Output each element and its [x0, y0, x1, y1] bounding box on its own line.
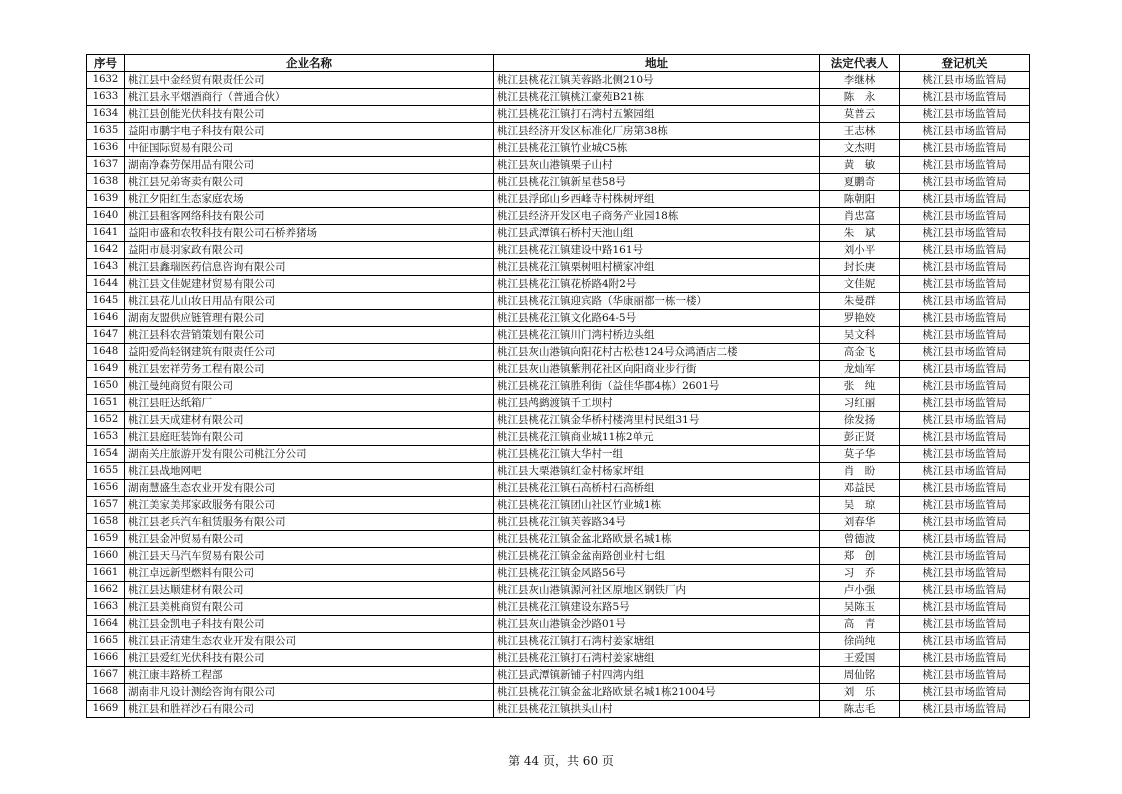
- cell-address: 桃江县桃花江镇金风路56号: [494, 565, 820, 582]
- cell-serial-number: 1640: [87, 208, 125, 225]
- cell-company-name: 桃江县花儿山妆日用品有限公司: [125, 293, 494, 310]
- table-row: [87, 429, 1030, 446]
- cell-address: 桃江县浮邱山乡西峰寺村株树坪组: [494, 191, 820, 208]
- enterprise-table: [86, 54, 1030, 718]
- cell-company-name: 桃江县创能光伏科技有限公司: [125, 106, 494, 123]
- cell-registration-authority: 桃江县市场监管局: [900, 395, 1030, 412]
- cell-registration-authority: 桃江县市场监管局: [900, 327, 1030, 344]
- table-row: [87, 293, 1030, 310]
- cell-address: 桃江县灰山港镇紫荆花社区向阳商业步行街: [494, 361, 820, 378]
- cell-company-name: 益阳市盛和农牧科技有限公司石桥养猪场: [125, 225, 494, 242]
- cell-company-name: 桃江县旺达纸箱厂: [125, 395, 494, 412]
- cell-legal-representative: 肖忠富: [820, 208, 900, 225]
- cell-address: 桃江县大栗港镇红金村杨家坪组: [494, 463, 820, 480]
- cell-company-name: 桃江县中金经贸有限责任公司: [125, 72, 494, 89]
- cell-company-name: 桃江县科农营销策划有限公司: [125, 327, 494, 344]
- cell-registration-authority: 桃江县市场监管局: [900, 157, 1030, 174]
- cell-registration-authority: 桃江县市场监管局: [900, 650, 1030, 667]
- cell-serial-number: 1661: [87, 565, 125, 582]
- cell-company-name: 桃江县金冲贸易有限公司: [125, 531, 494, 548]
- cell-company-name: 湖南关庄旅游开发有限公司桃江分公司: [125, 446, 494, 463]
- table-row: [87, 259, 1030, 276]
- cell-legal-representative: 卢小强: [820, 582, 900, 599]
- cell-legal-representative: 张 纯: [820, 378, 900, 395]
- table-row: [87, 276, 1030, 293]
- cell-serial-number: 1667: [87, 667, 125, 684]
- cell-legal-representative: 李继林: [820, 72, 900, 89]
- cell-registration-authority: 桃江县市场监管局: [900, 378, 1030, 395]
- cell-company-name: 中征国际贸易有限公司: [125, 140, 494, 157]
- cell-address: 桃江县桃花江镇打石湾村姜家塘组: [494, 633, 820, 650]
- cell-serial-number: 1664: [87, 616, 125, 633]
- cell-registration-authority: 桃江县市场监管局: [900, 361, 1030, 378]
- cell-company-name: 桃江曼纯商贸有限公司: [125, 378, 494, 395]
- cell-legal-representative: 习红丽: [820, 395, 900, 412]
- table-row: [87, 225, 1030, 242]
- table-row: [87, 633, 1030, 650]
- cell-legal-representative: 高金飞: [820, 344, 900, 361]
- cell-serial-number: 1657: [87, 497, 125, 514]
- cell-serial-number: 1662: [87, 582, 125, 599]
- cell-address: 桃江县桃花江镇桃江豪苑B21栋: [494, 89, 820, 106]
- cell-address: 桃江县桃花江镇金华桥村楼湾里村民组31号: [494, 412, 820, 429]
- cell-address: 桃江县桃花江镇建设中路161号: [494, 242, 820, 259]
- cell-company-name: 益阳市晨羽家政有限公司: [125, 242, 494, 259]
- table-row: [87, 565, 1030, 582]
- cell-serial-number: 1642: [87, 242, 125, 259]
- cell-serial-number: 1633: [87, 89, 125, 106]
- cell-legal-representative: 郑 创: [820, 548, 900, 565]
- table-row: [87, 582, 1030, 599]
- cell-company-name: 桃江县爱红光伏科技有限公司: [125, 650, 494, 667]
- cell-company-name: 桃江夕阳红生态家庭农场: [125, 191, 494, 208]
- cell-address: 桃江县桃花江镇栗树咀村横家冲组: [494, 259, 820, 276]
- cell-serial-number: 1644: [87, 276, 125, 293]
- cell-company-name: 湖南非凡设计测绘咨询有限公司: [125, 684, 494, 701]
- cell-address: 桃江县桃花江镇打石湾村姜家塘组: [494, 650, 820, 667]
- cell-company-name: 桃江县天马汽车贸易有限公司: [125, 548, 494, 565]
- cell-registration-authority: 桃江县市场监管局: [900, 310, 1030, 327]
- cell-registration-authority: 桃江县市场监管局: [900, 123, 1030, 140]
- cell-registration-authority: 桃江县市场监管局: [900, 276, 1030, 293]
- cell-company-name: 桃江县和胜祥沙石有限公司: [125, 701, 494, 718]
- table-row: [87, 514, 1030, 531]
- cell-address: 桃江县桃花江镇金盆南路创业村七组: [494, 548, 820, 565]
- cell-registration-authority: 桃江县市场监管局: [900, 514, 1030, 531]
- table-row: [87, 140, 1030, 157]
- cell-legal-representative: 徐尚纯: [820, 633, 900, 650]
- cell-registration-authority: 桃江县市场监管局: [900, 633, 1030, 650]
- cell-company-name: 桃江县天成建材有限公司: [125, 412, 494, 429]
- table-body: [87, 72, 1030, 718]
- cell-registration-authority: 桃江县市场监管局: [900, 548, 1030, 565]
- cell-registration-authority: 桃江县市场监管局: [900, 531, 1030, 548]
- cell-legal-representative: 吴文科: [820, 327, 900, 344]
- cell-legal-representative: 封长庚: [820, 259, 900, 276]
- cell-address: 桃江县经济开发区标准化厂房第38栋: [494, 123, 820, 140]
- cell-legal-representative: 夏鹏奇: [820, 174, 900, 191]
- cell-serial-number: 1632: [87, 72, 125, 89]
- cell-serial-number: 1663: [87, 599, 125, 616]
- cell-registration-authority: 桃江县市场监管局: [900, 174, 1030, 191]
- cell-company-name: 桃江美家美邦家政服务有限公司: [125, 497, 494, 514]
- cell-legal-representative: 习 乔: [820, 565, 900, 582]
- cell-legal-representative: 朱 斌: [820, 225, 900, 242]
- cell-serial-number: 1643: [87, 259, 125, 276]
- table-row: [87, 157, 1030, 174]
- cell-registration-authority: 桃江县市场监管局: [900, 599, 1030, 616]
- table-row: [87, 310, 1030, 327]
- cell-registration-authority: 桃江县市场监管局: [900, 191, 1030, 208]
- cell-company-name: 桃江县达顺建材有限公司: [125, 582, 494, 599]
- cell-serial-number: 1652: [87, 412, 125, 429]
- cell-serial-number: 1660: [87, 548, 125, 565]
- cell-company-name: 湖南友盟供应链管理有限公司: [125, 310, 494, 327]
- cell-serial-number: 1668: [87, 684, 125, 701]
- cell-company-name: 益阳爱尚轻钢建筑有限责任公司: [125, 344, 494, 361]
- table-row: [87, 208, 1030, 225]
- cell-registration-authority: 桃江县市场监管局: [900, 89, 1030, 106]
- cell-serial-number: 1653: [87, 429, 125, 446]
- cell-registration-authority: 桃江县市场监管局: [900, 242, 1030, 259]
- cell-legal-representative: 吴 琼: [820, 497, 900, 514]
- cell-serial-number: 1656: [87, 480, 125, 497]
- table-row: [87, 412, 1030, 429]
- cell-company-name: 桃江县文佳妮建材贸易有限公司: [125, 276, 494, 293]
- cell-serial-number: 1665: [87, 633, 125, 650]
- cell-company-name: 桃江县庭旺装饰有限公司: [125, 429, 494, 446]
- cell-legal-representative: 龙灿军: [820, 361, 900, 378]
- cell-registration-authority: 桃江县市场监管局: [900, 208, 1030, 225]
- table-row: [87, 378, 1030, 395]
- table-row: [87, 497, 1030, 514]
- cell-company-name: 桃江县金凯电子科技有限公司: [125, 616, 494, 633]
- table-row: [87, 650, 1030, 667]
- cell-registration-authority: 桃江县市场监管局: [900, 225, 1030, 242]
- table-row: [87, 667, 1030, 684]
- cell-company-name: 桃江县美桃商贸有限公司: [125, 599, 494, 616]
- cell-registration-authority: 桃江县市场监管局: [900, 429, 1030, 446]
- cell-legal-representative: 王爱国: [820, 650, 900, 667]
- cell-address: 桃江县桃花江镇团山社区竹业城1栋: [494, 497, 820, 514]
- cell-company-name: 桃江县兄弟寄卖有限公司: [125, 174, 494, 191]
- cell-legal-representative: 文杰明: [820, 140, 900, 157]
- cell-serial-number: 1634: [87, 106, 125, 123]
- table-row: [87, 395, 1030, 412]
- page-footer: 第 44 页，共 60 页: [508, 754, 614, 768]
- cell-serial-number: 1649: [87, 361, 125, 378]
- cell-registration-authority: 桃江县市场监管局: [900, 106, 1030, 123]
- cell-company-name: 益阳市鹏宇电子科技有限公司: [125, 123, 494, 140]
- header-legal-representative: 法定代表人: [820, 55, 900, 72]
- table-row: [87, 446, 1030, 463]
- header-address: 地址: [494, 55, 820, 72]
- cell-registration-authority: 桃江县市场监管局: [900, 140, 1030, 157]
- cell-address: 桃江县桃花江镇金盆北路欧景名城1栋21004号: [494, 684, 820, 701]
- cell-legal-representative: 陈志毛: [820, 701, 900, 718]
- cell-address: 桃江县桃花江镇建设东路5号: [494, 599, 820, 616]
- cell-company-name: 湖南慧盛生态农业开发有限公司: [125, 480, 494, 497]
- cell-address: 桃江县桃花江镇胜利街（益佳华郡4栋）2601号: [494, 378, 820, 395]
- cell-registration-authority: 桃江县市场监管局: [900, 259, 1030, 276]
- cell-address: 桃江县桃花江镇石高桥村石高桥组: [494, 480, 820, 497]
- cell-legal-representative: 王志林: [820, 123, 900, 140]
- cell-serial-number: 1650: [87, 378, 125, 395]
- table-row: [87, 684, 1030, 701]
- cell-address: 桃江县桃花江镇花桥路4附2号: [494, 276, 820, 293]
- cell-serial-number: 1669: [87, 701, 125, 718]
- cell-legal-representative: 莫普云: [820, 106, 900, 123]
- cell-serial-number: 1646: [87, 310, 125, 327]
- cell-serial-number: 1666: [87, 650, 125, 667]
- cell-company-name: 湖南净森劳保用品有限公司: [125, 157, 494, 174]
- cell-company-name: 桃江县租客网络科技有限公司: [125, 208, 494, 225]
- cell-registration-authority: 桃江县市场监管局: [900, 446, 1030, 463]
- cell-address: 桃江县灰山港镇金沙路01号: [494, 616, 820, 633]
- cell-address: 桃江县桃花江镇竹业城C5栋: [494, 140, 820, 157]
- cell-address: 桃江县桃花江镇拱头山村: [494, 701, 820, 718]
- table-row: [87, 599, 1030, 616]
- cell-registration-authority: 桃江县市场监管局: [900, 497, 1030, 514]
- cell-serial-number: 1648: [87, 344, 125, 361]
- cell-registration-authority: 桃江县市场监管局: [900, 293, 1030, 310]
- table-row: [87, 191, 1030, 208]
- table-row: [87, 72, 1030, 89]
- cell-registration-authority: 桃江县市场监管局: [900, 480, 1030, 497]
- cell-company-name: 桃江县鑫瑞医药信息咨询有限公司: [125, 259, 494, 276]
- cell-legal-representative: 陈朝阳: [820, 191, 900, 208]
- table-row: [87, 106, 1030, 123]
- table-row: [87, 480, 1030, 497]
- table-row: [87, 616, 1030, 633]
- cell-address: 桃江县灰山港镇源河社区原地区钢铁厂内: [494, 582, 820, 599]
- cell-address: 桃江县桃花江镇打石湾村五繁园组: [494, 106, 820, 123]
- cell-serial-number: 1635: [87, 123, 125, 140]
- cell-registration-authority: 桃江县市场监管局: [900, 463, 1030, 480]
- cell-registration-authority: 桃江县市场监管局: [900, 684, 1030, 701]
- cell-legal-representative: 罗艳姣: [820, 310, 900, 327]
- cell-serial-number: 1645: [87, 293, 125, 310]
- cell-serial-number: 1639: [87, 191, 125, 208]
- table-row: [87, 548, 1030, 565]
- cell-legal-representative: 曾德波: [820, 531, 900, 548]
- cell-company-name: 桃江县正清建生态农业开发有限公司: [125, 633, 494, 650]
- cell-legal-representative: 黄 敏: [820, 157, 900, 174]
- cell-company-name: 桃江卓远新型燃料有限公司: [125, 565, 494, 582]
- cell-serial-number: 1655: [87, 463, 125, 480]
- cell-legal-representative: 吴陈玉: [820, 599, 900, 616]
- cell-company-name: 桃江康丰路桥工程部: [125, 667, 494, 684]
- cell-address: 桃江县桃花江镇大华村一组: [494, 446, 820, 463]
- cell-legal-representative: 邓益民: [820, 480, 900, 497]
- cell-legal-representative: 陈 永: [820, 89, 900, 106]
- table-row: [87, 463, 1030, 480]
- cell-company-name: 桃江县老兵汽车租赁服务有限公司: [125, 514, 494, 531]
- cell-address: 桃江县桃花江镇芙蓉路34号: [494, 514, 820, 531]
- cell-address: 桃江县武潭镇石桥村天池山组: [494, 225, 820, 242]
- cell-address: 桃江县桃花江镇芙蓉路北侧210号: [494, 72, 820, 89]
- cell-serial-number: 1636: [87, 140, 125, 157]
- header-company-name: 企业名称: [125, 55, 494, 72]
- cell-serial-number: 1658: [87, 514, 125, 531]
- cell-legal-representative: 徐发扬: [820, 412, 900, 429]
- cell-serial-number: 1659: [87, 531, 125, 548]
- table-row: [87, 89, 1030, 106]
- cell-address: 桃江县桃花江镇商业城11栋2单元: [494, 429, 820, 446]
- cell-registration-authority: 桃江县市场监管局: [900, 582, 1030, 599]
- cell-company-name: 桃江县战地网吧: [125, 463, 494, 480]
- table-row: [87, 242, 1030, 259]
- cell-address: 桃江县桃花江镇文化路64-5号: [494, 310, 820, 327]
- table-row: [87, 123, 1030, 140]
- cell-legal-representative: 彭正贤: [820, 429, 900, 446]
- table-header-row: [87, 55, 1030, 72]
- cell-legal-representative: 刘 乐: [820, 684, 900, 701]
- cell-serial-number: 1651: [87, 395, 125, 412]
- cell-serial-number: 1641: [87, 225, 125, 242]
- cell-registration-authority: 桃江县市场监管局: [900, 667, 1030, 684]
- cell-legal-representative: 朱曼群: [820, 293, 900, 310]
- cell-registration-authority: 桃江县市场监管局: [900, 344, 1030, 361]
- cell-address: 桃江县桃花江镇迎宾路（华康丽都一栋一楼）: [494, 293, 820, 310]
- cell-serial-number: 1637: [87, 157, 125, 174]
- cell-company-name: 桃江县宏祥劳务工程有限公司: [125, 361, 494, 378]
- cell-address: 桃江县桃花江镇新星巷58号: [494, 174, 820, 191]
- table-row: [87, 361, 1030, 378]
- cell-address: 桃江县经济开发区电子商务产业园18栋: [494, 208, 820, 225]
- header-registration-authority: 登记机关: [900, 55, 1030, 72]
- cell-legal-representative: 肖 盼: [820, 463, 900, 480]
- cell-address: 桃江县桃花江镇川门湾村桥边头组: [494, 327, 820, 344]
- table-row: [87, 327, 1030, 344]
- cell-serial-number: 1647: [87, 327, 125, 344]
- cell-legal-representative: 周仙铭: [820, 667, 900, 684]
- cell-legal-representative: 刘春华: [820, 514, 900, 531]
- cell-legal-representative: 高 青: [820, 616, 900, 633]
- cell-registration-authority: 桃江县市场监管局: [900, 72, 1030, 89]
- cell-registration-authority: 桃江县市场监管局: [900, 565, 1030, 582]
- table-row: [87, 174, 1030, 191]
- table-row: [87, 701, 1030, 718]
- cell-legal-representative: 刘小平: [820, 242, 900, 259]
- table-row: [87, 531, 1030, 548]
- cell-serial-number: 1638: [87, 174, 125, 191]
- cell-serial-number: 1654: [87, 446, 125, 463]
- cell-address: 桃江县鸬鹚渡镇千工坝村: [494, 395, 820, 412]
- cell-legal-representative: 文佳妮: [820, 276, 900, 293]
- cell-registration-authority: 桃江县市场监管局: [900, 412, 1030, 429]
- cell-registration-authority: 桃江县市场监管局: [900, 701, 1030, 718]
- cell-address: 桃江县武潭镇新铺子村四湾内组: [494, 667, 820, 684]
- cell-registration-authority: 桃江县市场监管局: [900, 616, 1030, 633]
- cell-address: 桃江县灰山港镇栗子山村: [494, 157, 820, 174]
- cell-address: 桃江县灰山港镇向阳花村古松巷124号众鸿酒店二楼: [494, 344, 820, 361]
- header-serial-number: 序号: [87, 55, 125, 72]
- table-row: [87, 344, 1030, 361]
- cell-address: 桃江县桃花江镇金盆北路欧景名城1栋: [494, 531, 820, 548]
- cell-legal-representative: 莫子华: [820, 446, 900, 463]
- cell-company-name: 桃江县永平烟酒商行（普通合伙）: [125, 89, 494, 106]
